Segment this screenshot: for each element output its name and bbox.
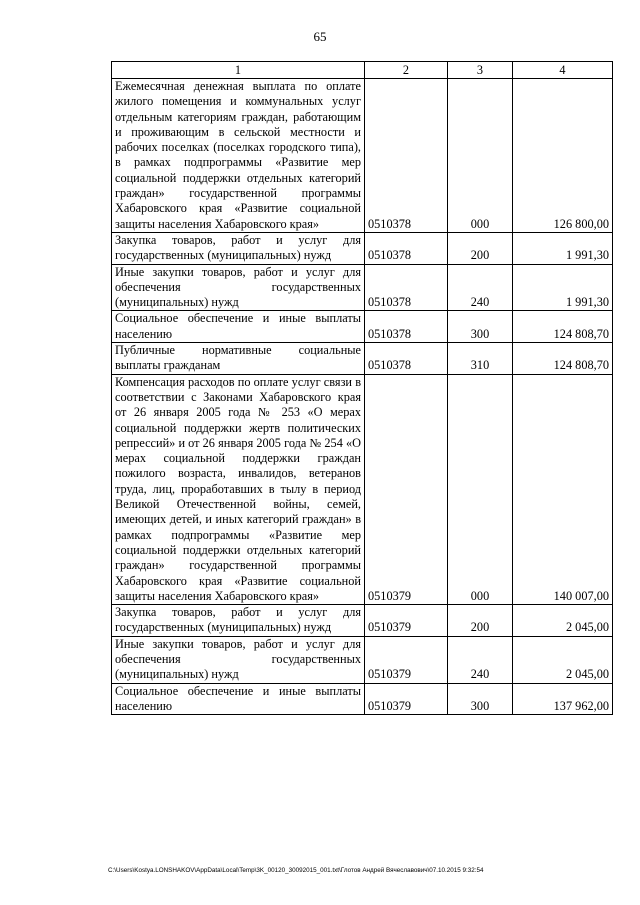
row-code: 0510379	[365, 683, 448, 715]
row-type: 240	[448, 636, 513, 683]
row-type: 240	[448, 264, 513, 311]
row-amount: 124 808,70	[513, 343, 613, 375]
column-header-type: 3	[448, 62, 513, 79]
table-row	[112, 683, 613, 715]
row-description: Закупка товаров, работ и услуг для государственных (муниципальных) нужд	[112, 232, 365, 264]
row-code: 0510378	[365, 311, 448, 343]
file-path-footer: C:\Users\Kostya.LONSHAKOV\AppData\Local\Temp\3K_00120_30092015_001.txt\Глотов Андрей Вячеславович\07.10.2015 9:32:54	[108, 867, 484, 874]
table-row	[112, 79, 613, 233]
row-description: Компенсация расходов по оплате услуг связи в соответствии с Законами Хабаровского края от 26 января 2005 года № 253 «О мерах социальной поддержки жертв политических репрессий» и от 26 января 2005 года № 254 «О мерах социальной поддержки граждан пожилого возраста, инвалидов, ветеранов труда, лиц, проработавших в тылу в период Великой Отечественной войны, семей, имеющих детей, и иных категорий граждан» в рамках подпрограммы «Развитие мер социальной поддержки отдельных категорий граждан» государственной программы Хабаровского края «Развитие социальной защиты населения Хабаровского края»	[112, 374, 365, 604]
row-description: Социальное обеспечение и иные выплаты населению	[112, 311, 365, 343]
row-description: Иные закупки товаров, работ и услуг для обеспечения государственных (муниципальных) нужд	[112, 636, 365, 683]
row-amount: 2 045,00	[513, 605, 613, 637]
column-header-description: 1	[112, 62, 365, 79]
row-amount: 137 962,00	[513, 683, 613, 715]
row-amount: 2 045,00	[513, 636, 613, 683]
row-code: 0510379	[365, 605, 448, 637]
row-code: 0510378	[365, 343, 448, 375]
row-code: 0510378	[365, 232, 448, 264]
table-header-row	[112, 62, 613, 79]
row-type: 300	[448, 683, 513, 715]
row-amount: 124 808,70	[513, 311, 613, 343]
table-row	[112, 636, 613, 683]
table-row	[112, 343, 613, 375]
row-amount: 140 007,00	[513, 374, 613, 604]
row-amount: 1 991,30	[513, 264, 613, 311]
row-description: Закупка товаров, работ и услуг для государственных (муниципальных) нужд	[112, 605, 365, 637]
row-type: 000	[448, 79, 513, 233]
row-description: Иные закупки товаров, работ и услуг для обеспечения государственных (муниципальных) нужд	[112, 264, 365, 311]
row-description: Публичные нормативные социальные выплаты гражданам	[112, 343, 365, 375]
row-code: 0510379	[365, 636, 448, 683]
table-row	[112, 311, 613, 343]
row-description: Ежемесячная денежная выплата по оплате жилого помещения и коммунальных услуг отдельным категориям граждан, работающим и проживающим в сельской местности и рабочих поселках (поселках городского типа), в рамках подпрограммы «Развитие мер социальной поддержки отдельных категорий граждан» государственной программы Хабаровского края «Развитие социальной защиты населения Хабаровского края»	[112, 79, 365, 233]
row-amount: 126 800,00	[513, 79, 613, 233]
row-type: 300	[448, 311, 513, 343]
row-type: 310	[448, 343, 513, 375]
page-number: 65	[313, 29, 327, 44]
row-type: 200	[448, 605, 513, 637]
row-amount: 1 991,30	[513, 232, 613, 264]
row-code: 0510378	[365, 264, 448, 311]
row-type: 000	[448, 374, 513, 604]
table-row	[112, 232, 613, 264]
budget-table	[111, 61, 613, 715]
row-description: Социальное обеспечение и иные выплаты населению	[112, 683, 365, 715]
table-row	[112, 605, 613, 637]
row-type: 200	[448, 232, 513, 264]
table-row	[112, 264, 613, 311]
column-header-amount: 4	[513, 62, 613, 79]
row-code: 0510378	[365, 79, 448, 233]
column-header-code: 2	[365, 62, 448, 79]
row-code: 0510379	[365, 374, 448, 604]
table-row	[112, 374, 613, 604]
